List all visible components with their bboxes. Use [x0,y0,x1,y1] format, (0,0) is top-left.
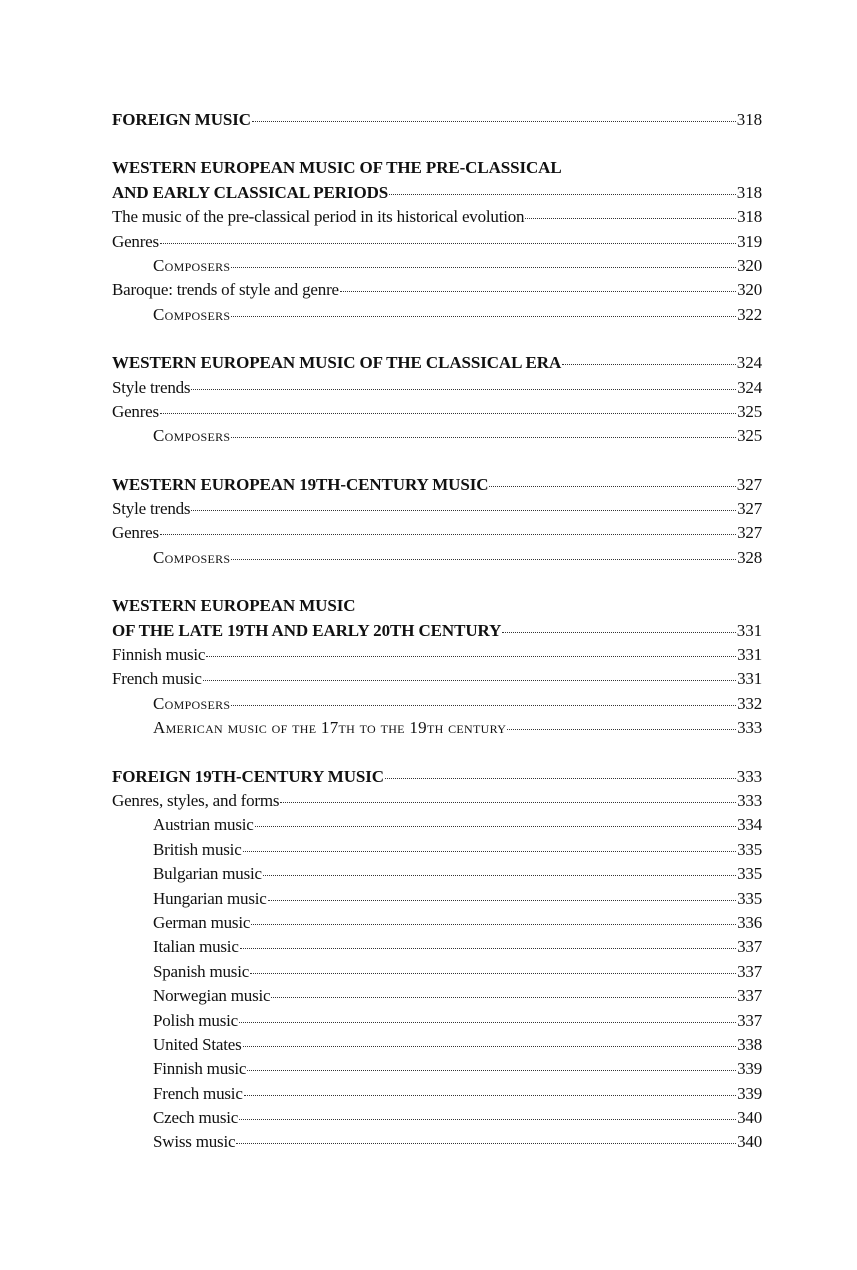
page-number: 331 [737,669,762,689]
page-number: 324 [736,353,762,373]
heading-title: WESTERN EUROPEAN MUSIC OF THE CLASSICAL ERA [112,353,562,373]
entry-title: Genres, styles, and forms [112,790,280,810]
dot-leader [507,728,736,730]
toc-heading[interactable] [112,351,762,375]
toc-subentry[interactable] [112,546,762,570]
heading-title: WESTERN EUROPEAN 19TH-CENTURY MUSIC [112,474,489,494]
page-number: 325 [737,426,762,446]
dot-leader [250,972,736,974]
page-number: 318 [736,110,762,129]
toc-subentry[interactable] [112,692,762,716]
dot-leader [280,801,736,803]
entry-title: Hungarian music [153,888,267,908]
entry-title: Style trends [112,377,191,397]
section-foreign-19th-century [112,765,762,1155]
page-number: 331 [736,620,762,640]
dot-leader [191,509,736,511]
section-pre-classical [112,156,762,327]
toc-heading[interactable] [112,473,762,497]
entry-title: Genres [112,401,159,421]
heading-title: OF THE LATE 19TH AND EARLY 20TH CENTURY [112,620,502,640]
entry-title: Composers [153,255,231,275]
page-number: 335 [737,839,762,859]
toc-subentry[interactable] [112,254,762,278]
dot-leader [251,923,736,925]
section-classical-era [112,351,762,449]
dot-leader [203,679,736,681]
heading-title: AND EARLY CLASSICAL PERIODS [112,182,389,202]
page-number: 319 [737,231,762,251]
entry-title: Bulgarian music [153,864,262,884]
page-number: 337 [737,986,762,1006]
table-of-contents [112,108,762,1179]
entry-title: Finnish music [153,1059,247,1079]
entry-title: American music of the 17th to the 19th century [153,718,507,738]
page-number: 335 [737,864,762,884]
toc-entry[interactable] [112,376,762,400]
dot-leader [160,533,736,535]
toc-subentry[interactable] [112,935,762,959]
dot-leader [243,850,737,852]
page-number: 322 [737,304,762,324]
page-number: 335 [737,888,762,908]
section-late-19th-early-20th [112,594,762,740]
dot-leader [385,777,736,779]
entry-title: German music [153,912,251,932]
entry-title: Genres [112,523,159,543]
dot-leader [160,242,736,244]
dot-leader [525,217,736,219]
dot-leader [389,193,736,195]
page-number: 320 [737,280,762,300]
entry-title: Swiss music [153,1132,236,1152]
page-number: 340 [737,1108,762,1128]
page-number: 337 [737,1010,762,1030]
toc-entry[interactable] [112,667,762,691]
entry-title: Norwegian music [153,986,271,1006]
entry-title: Style trends [112,499,191,519]
dot-leader [239,1021,736,1023]
dot-leader [236,1142,736,1144]
page-number: 339 [737,1059,762,1079]
entry-title: Baroque: trends of style and genre [112,280,339,300]
entry-title: Composers [153,547,231,567]
entry-title: Italian music [153,937,239,957]
dot-leader [191,388,736,390]
page-number: 337 [737,961,762,981]
toc-heading[interactable] [112,765,762,789]
heading-title: FOREIGN 19TH-CENTURY MUSIC [112,766,384,786]
page-number: 328 [737,547,762,567]
dot-leader [243,1045,737,1047]
dot-leader [502,631,736,633]
toc-heading[interactable] [112,619,762,643]
dot-leader [160,412,736,414]
page-number: 333 [736,766,762,786]
dot-leader [255,825,736,827]
toc-entry[interactable] [112,400,762,424]
toc-subentry[interactable] [112,984,762,1008]
entry-title: Genres [112,231,159,251]
dot-leader [240,947,736,949]
toc-subentry[interactable] [112,1057,762,1081]
page-number: 327 [737,499,762,519]
toc-subentry[interactable] [112,1130,762,1154]
dot-leader [489,485,735,487]
page-number: 340 [737,1132,762,1152]
page-number: 334 [737,815,762,835]
toc-entry[interactable] [112,497,762,521]
dot-leader [340,290,736,292]
toc-heading[interactable] [112,108,762,132]
page-number: 327 [737,523,762,543]
dot-leader [231,266,736,268]
toc-subentry[interactable] [112,1082,762,1106]
toc-entry[interactable] [112,521,762,545]
section-nineteenth-century [112,473,762,571]
dot-leader [271,996,736,998]
toc-subentry[interactable] [112,911,762,935]
heading-title: WESTERN EUROPEAN MUSIC OF THE PRE-CLASSICAL [112,158,562,178]
entry-title: Polish music [153,1010,238,1030]
toc-heading[interactable] [112,181,762,205]
entry-title: Spanish music [153,961,250,981]
heading-title: FOREIGN MUSIC [112,110,251,129]
entry-title: French music [112,669,202,689]
page-number: 333 [737,790,762,810]
toc-subentry[interactable] [112,887,762,911]
dot-leader [268,899,736,901]
entry-title: Austrian music [153,815,254,835]
dot-leader [231,558,736,560]
dot-leader [244,1094,736,1096]
toc-entry[interactable] [112,789,762,813]
dot-leader [263,874,736,876]
page-number: 327 [736,474,762,494]
toc-entry[interactable] [112,278,762,302]
toc-subentry[interactable] [112,716,762,740]
toc-subentry[interactable] [112,1106,762,1130]
entry-title: French music [153,1083,243,1103]
dot-leader [231,436,736,438]
page-number: 318 [737,207,762,227]
toc-heading-line [112,594,762,618]
toc-subentry[interactable] [112,303,762,327]
page-number: 332 [737,693,762,713]
dot-leader [206,655,736,657]
page-number: 331 [737,645,762,665]
dot-leader [231,315,736,317]
toc-subentry[interactable] [112,862,762,886]
toc-subentry[interactable] [112,813,762,837]
page-number: 320 [737,255,762,275]
dot-leader [252,120,736,122]
dot-leader [562,363,736,365]
toc-subentry[interactable] [112,838,762,862]
page-number: 325 [737,401,762,421]
page-number: 318 [736,182,762,202]
toc-entry[interactable] [112,230,762,254]
entry-title: United States [153,1034,242,1054]
entry-title: British music [153,839,242,859]
section-foreign-music [112,108,762,132]
toc-entry[interactable] [112,205,762,229]
heading-title: WESTERN EUROPEAN MUSIC [112,596,356,616]
page-number: 337 [737,937,762,957]
toc-subentry[interactable] [112,960,762,984]
entry-title: Finnish music [112,645,206,665]
toc-subentry[interactable] [112,1033,762,1057]
entry-title: Composers [153,426,231,446]
page-number: 336 [737,912,762,932]
toc-heading-line [112,156,762,180]
entry-title: The music of the pre-classical period in its historical evolution [112,207,525,227]
toc-subentry[interactable] [112,424,762,448]
entry-title: Composers [153,693,231,713]
entry-title: Czech music [153,1108,239,1128]
page-number: 333 [737,718,762,738]
toc-entry[interactable] [112,643,762,667]
page-number: 338 [737,1034,762,1054]
dot-leader [231,704,736,706]
entry-title: Composers [153,304,231,324]
dot-leader [247,1069,736,1071]
dot-leader [239,1118,736,1120]
toc-subentry[interactable] [112,1009,762,1033]
page-number: 339 [737,1083,762,1103]
page-number: 324 [737,377,762,397]
